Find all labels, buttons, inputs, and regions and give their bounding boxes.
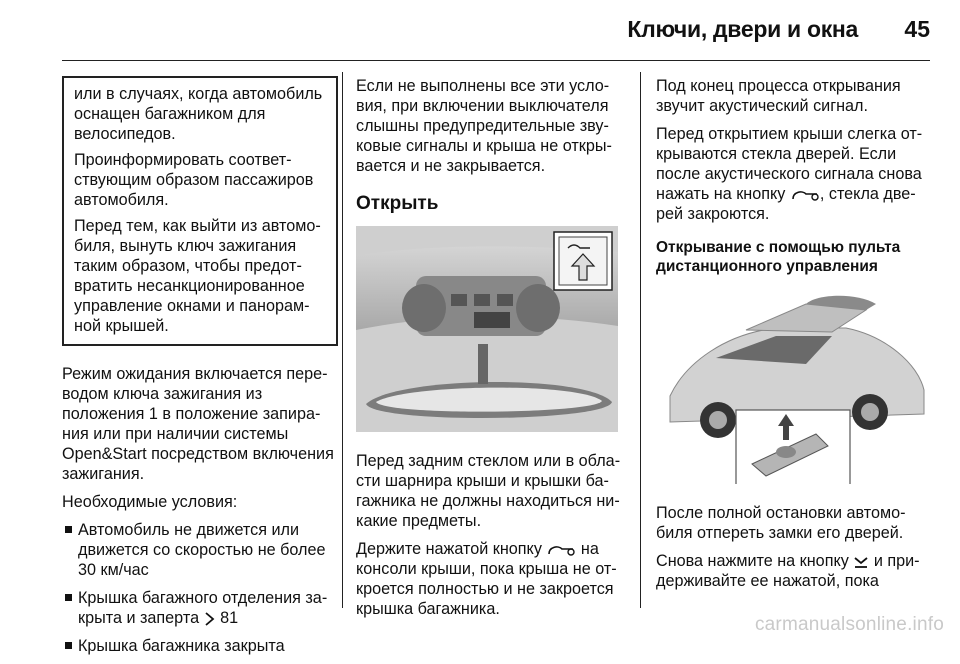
list-item-text: Крышка багажного отделения закрыта и заперта <box>78 589 328 627</box>
paragraph: Под конец процесса открывания звучит акустический сигнал. <box>656 77 901 115</box>
paragraph-text: , стекла дверей закроются. <box>656 185 916 223</box>
reference-arrow-icon <box>204 612 216 626</box>
page-header <box>0 0 960 62</box>
paragraph: Режим ожидания включается переводом ключа зажигания из положения 1 в положение запирания или при наличии системы Open&Start посредством включения зажигания. <box>62 365 334 483</box>
paragraph: Необходимые условия: <box>62 493 238 511</box>
column-divider-1 <box>342 72 343 608</box>
conditions-list <box>62 520 338 656</box>
paragraph-text: Снова нажмите на кнопку <box>656 552 849 570</box>
section-heading: Открыть <box>356 193 439 214</box>
subsection-heading: Открывание с помощью пульта дистанционного управления <box>656 239 901 275</box>
paragraph: После полной остановки автомобиля отпереть замки его дверей. <box>656 504 906 542</box>
paragraph <box>656 551 932 591</box>
list-item <box>62 636 338 656</box>
list-item-text: Автомобиль не движется или движется со скоростью не более 30 км/час <box>78 521 326 579</box>
list-item-text: Крышка багажника закрыта <box>78 637 285 655</box>
page-title: Ключи, двери и окна <box>627 16 858 42</box>
paragraph <box>656 124 932 224</box>
roof-console-illustration <box>356 226 626 437</box>
warning-paragraph: или в случаях, когда автомобиль оснащен багажником для велосипедов. <box>74 85 323 143</box>
car-remote-image <box>656 284 930 484</box>
paragraph-text: и придерживайте ее нажатой, пока <box>656 552 920 590</box>
remote-unlock-icon <box>853 555 869 569</box>
paragraph-text: Держите нажатой кнопку <box>356 540 542 558</box>
warning-paragraph: Перед тем, как выйти из автомобиля, вынуть ключ зажигания таким образом, чтобы предотвратить несанкционированное управление окнами и панорамной крышей. <box>74 217 321 335</box>
page-number: 45 <box>904 16 930 42</box>
reference-link[interactable] <box>204 609 239 627</box>
list-item <box>62 520 338 580</box>
roof-console-image <box>356 226 618 432</box>
paragraph <box>356 539 626 619</box>
paragraph: Перед задним стеклом или в области шарнира крыши и крышки багажника не должны находиться никакие предметы. <box>356 452 621 530</box>
roof-open-icon <box>546 543 576 557</box>
warning-paragraph: Проинформировать соответствующим образом пассажиров автомобиля. <box>74 151 314 209</box>
reference-page: 81 <box>220 609 239 627</box>
list-item <box>62 588 338 628</box>
watermark: carmanualsonline.info <box>754 614 944 635</box>
column-divider-2 <box>640 72 641 608</box>
header-rule <box>62 60 930 61</box>
warning-box <box>62 76 338 346</box>
car-remote-illustration <box>656 284 932 489</box>
column-2 <box>356 76 626 627</box>
paragraph: Если не выполнены все эти условия, при включении выключателя слышны предупредительные звуковые сигналы и крыша не открывается и не закрывается. <box>356 77 612 175</box>
paragraph-text: Перед открытием крыши слегка открываются стекла дверей. Если после акустического сигнала снова нажать на кнопку <box>656 125 923 203</box>
paragraph-text: на консоли крыши, пока крыша не откроется полностью и не закроется крышка багажника. <box>356 540 617 618</box>
column-3 <box>656 76 932 599</box>
column-1 <box>62 76 338 664</box>
roof-open-icon <box>790 188 820 202</box>
